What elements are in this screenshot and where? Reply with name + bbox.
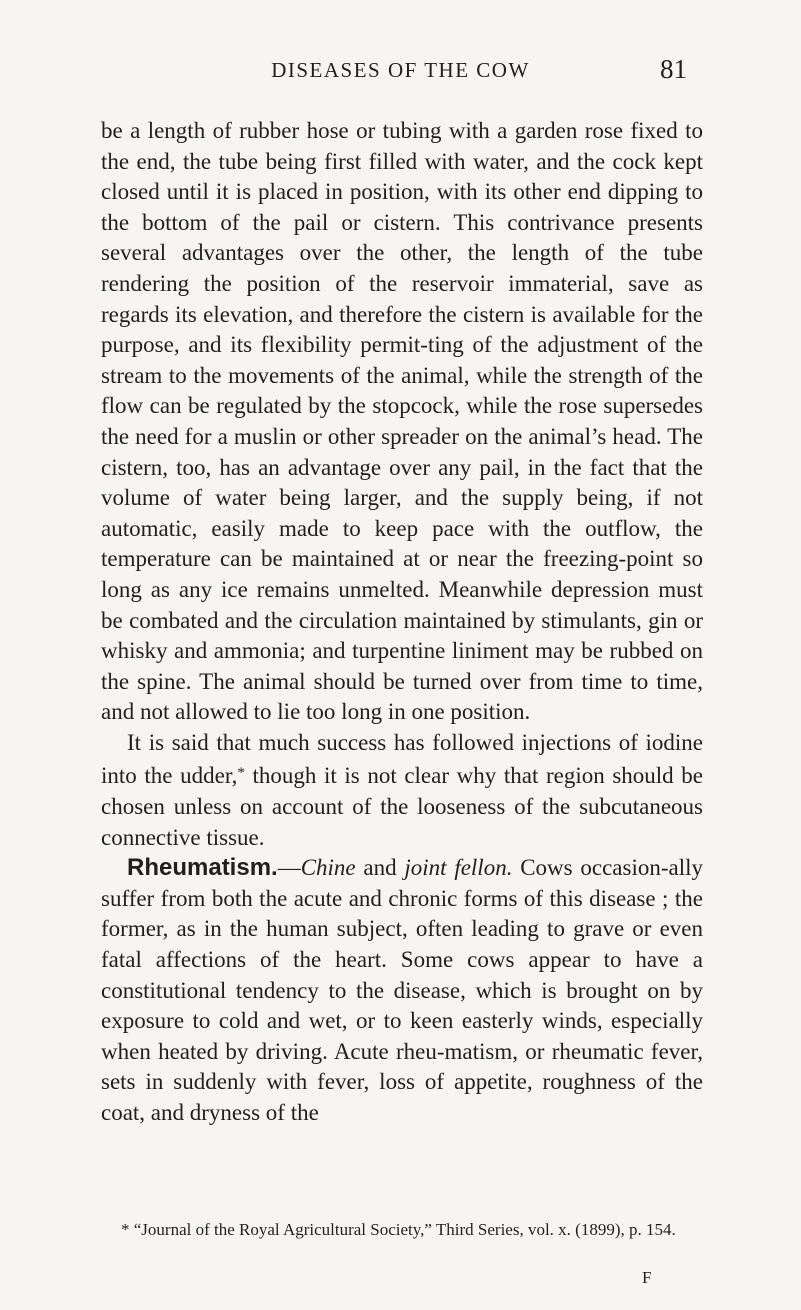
synonym-chine: Chine	[300, 855, 356, 881]
iodine-text: It is said that much success has followed injections of iodine into the udder,	[101, 729, 703, 789]
footnote: * “Journal of the Royal Agricultural Society,” Third Series, vol. x. (1899), p. 154.	[121, 1220, 676, 1239]
running-title: DISEASES OF THE COW	[271, 58, 530, 82]
paragraph-rheumatism	[101, 853, 703, 1128]
page-number: 81	[660, 54, 687, 84]
body-text	[101, 116, 703, 1129]
rheumatism-text: Cows occasion-ally suffer from both the acute and chronic forms of this disease ; the former, as in the human subject, often leading to grave or even fatal affections of the heart. Some cows appear to have a constitutional tendency to the disease, which is brought on by exposure to cold and wet, or to keen easterly winds, especially when heated by driving. Acute rheu-matism, or rheumatic fever, sets in suddenly with fever, loss of appetite, roughness of the coat, and dryness of the	[101, 855, 703, 1125]
synonym-conjunction: and	[355, 855, 405, 881]
synonym-joint-fellon: joint fellon.	[404, 855, 513, 881]
iodine-text-continued: though it is not clear why that region should be chosen unless on account of the looseness of the subcutaneous connective tissue.	[101, 763, 704, 850]
footnote-reference: *	[237, 765, 245, 782]
signature-mark: F	[642, 1268, 652, 1287]
heading-dash: —	[277, 855, 301, 881]
section-heading-rheumatism: Rheumatism.	[127, 854, 278, 882]
paragraph-cold-water-treatment: be a length of rubber hose or tubing with a garden rose fixed to the end, the tube being first filled with water, and the cock kept closed until it is placed in position, with its other end dipping to the bottom of the pail or cistern. This contrivance presents several advantages over the other, the length of the tube rendering the position of the reservoir immaterial, save as regards its elevation, and therefore the cistern is available for the purpose, and its flexibility permit-ting of the adjustment of the stream to the movements of the animal, while the strength of the flow can be regulated by the stopcock, while the rose supersedes the need for a muslin or other spreader on the animal’s head. The cistern, too, has an advantage over any pail, in the fact that the volume of water being larger, and the supply being, if not automatic, easily made to keep pace with the outflow, the temperature can be maintained at or near the freezing-point so long as any ice remains unmelted. Meanwhile depression must be combated and the circulation maintained by stimulants, gin or whisky and ammonia; and turpentine liniment may be rubbed on the spine. The animal should be turned over from time to time, and not allowed to lie too long in one position.	[101, 118, 703, 725]
running-head	[0, 54, 801, 94]
paragraph-iodine-injections	[101, 728, 703, 853]
